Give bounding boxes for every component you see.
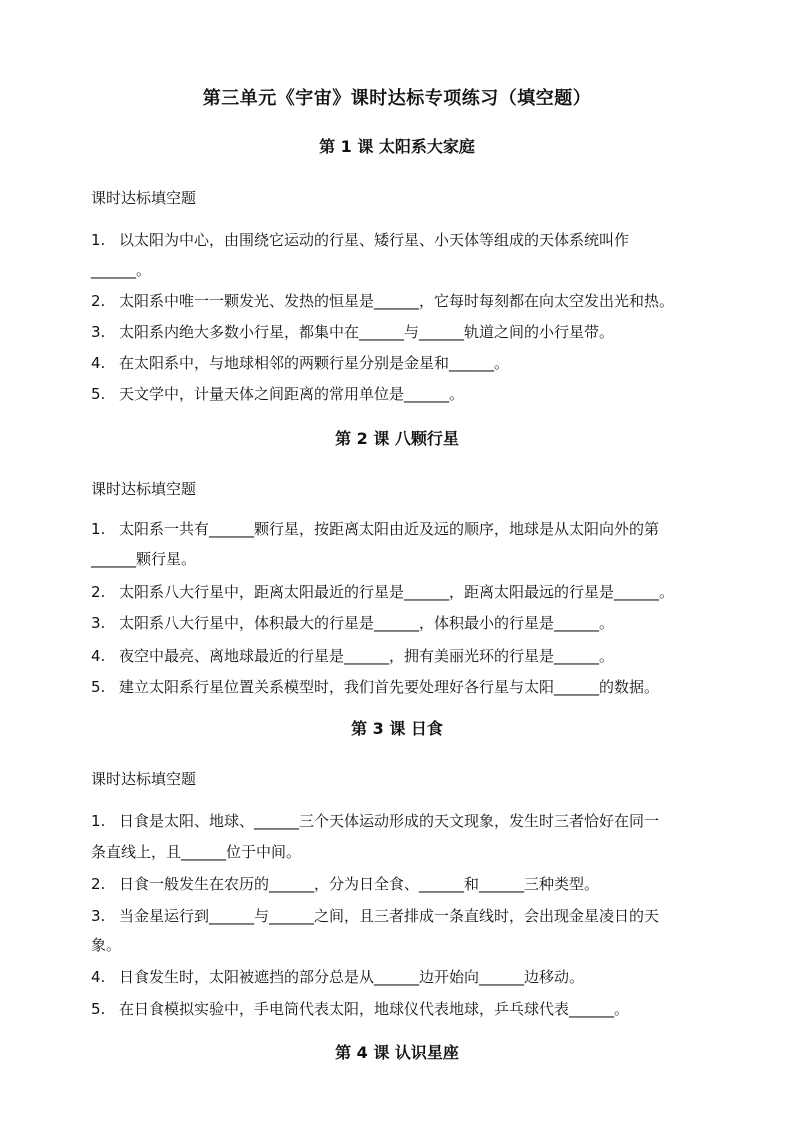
question-line: [91, 229, 711, 251]
question-line: [91, 321, 711, 343]
question-number: 3.: [91, 323, 106, 341]
question-line-continued: [91, 841, 711, 863]
section-subtitle: 课时达标填空题: [91, 189, 197, 207]
question-text: 太阳系中唯一一颗发光、发热的恒星是______，它每时每刻都在向太空发出光和热。: [119, 292, 675, 310]
question-line: [91, 676, 711, 698]
question-line: [91, 998, 711, 1020]
section-subtitle: 课时达标填空题: [91, 770, 197, 788]
question-number: 4.: [91, 647, 106, 665]
question-text: 太阳系八大行星中，体积最大的行星是______，体积最小的行星是______。: [119, 614, 615, 632]
section-subtitle: 课时达标填空题: [91, 480, 197, 498]
question-line: [91, 873, 711, 895]
page-title: 第三单元《宇宙》课时达标专项练习（填空题）: [202, 88, 592, 109]
lesson-heading: 第 4 课 认识星座: [335, 1043, 459, 1062]
question-number: 5.: [91, 678, 106, 696]
question-text: 日食发生时，太阳被遮挡的部分总是从______边开始向______边移动。: [119, 968, 585, 986]
question-line-continued: [91, 548, 711, 570]
question-text: 当金星运行到______与______之间，且三者排成一条直线时，会出现金星凌日的天: [119, 907, 660, 925]
question-text: 太阳系一共有______颗行星，按距离太阳由近及远的顺序，地球是从太阳向外的第: [119, 520, 660, 538]
question-text: 太阳系八大行星中，距离太阳最近的行星是______，距离太阳最远的行星是______。: [119, 583, 675, 601]
question-text: 以太阳为中心，由围绕它运动的行星、矮行星、小天体等组成的天体系统叫作: [119, 231, 630, 249]
question-number: 3.: [91, 614, 106, 632]
question-number: 3.: [91, 907, 106, 925]
question-number: 1.: [91, 520, 106, 538]
question-line: [91, 518, 711, 540]
question-number: 5.: [91, 385, 106, 403]
question-line: [91, 905, 711, 927]
question-line-continued: [91, 259, 711, 281]
question-line: [91, 383, 711, 405]
lesson-heading: 第 1 课 太阳系大家庭: [319, 137, 475, 156]
question-number: 4.: [91, 354, 106, 372]
question-line: [91, 645, 711, 667]
question-text: 条直线上，且______位于中间。: [91, 843, 302, 861]
question-text: 太阳系内绝大多数小行星，都集中在______与______轨道之间的小行星带。: [119, 323, 615, 341]
lesson-heading: 第 2 课 八颗行星: [335, 429, 459, 448]
question-text: ______。: [91, 261, 152, 279]
question-line: [91, 810, 711, 832]
question-number: 2.: [91, 875, 106, 893]
question-text: ______颗行星。: [91, 550, 197, 568]
question-number: 1.: [91, 231, 106, 249]
question-line: [91, 290, 711, 312]
question-number: 4.: [91, 968, 106, 986]
question-text: 建立太阳系行星位置关系模型时，我们首先要处理好各行星与太阳______的数据。: [119, 678, 660, 696]
question-text: 日食一般发生在农历的______，分为日全食、______和______三种类型。: [119, 875, 600, 893]
question-text: 象。: [91, 936, 122, 954]
question-number: 1.: [91, 812, 106, 830]
question-line: [91, 612, 711, 634]
question-line: [91, 966, 711, 988]
lesson-heading: 第 3 课 日食: [351, 719, 443, 738]
question-line: [91, 352, 711, 374]
question-line: [91, 581, 711, 603]
question-text: 日食是太阳、地球、______三个天体运动形成的天文现象，发生时三者恰好在同一: [119, 812, 660, 830]
question-text: 在太阳系中，与地球相邻的两颗行星分别是金星和______。: [119, 354, 510, 372]
question-text: 在日食模拟实验中，手电筒代表太阳，地球仪代表地球，乒乓球代表______。: [119, 1000, 630, 1018]
question-text: 夜空中最亮、离地球最近的行星是______，拥有美丽光环的行星是______。: [119, 647, 615, 665]
question-number: 2.: [91, 292, 106, 310]
question-number: 5.: [91, 1000, 106, 1018]
question-number: 2.: [91, 583, 106, 601]
question-line-continued: [91, 934, 711, 956]
question-text: 天文学中，计量天体之间距离的常用单位是______。: [119, 385, 465, 403]
